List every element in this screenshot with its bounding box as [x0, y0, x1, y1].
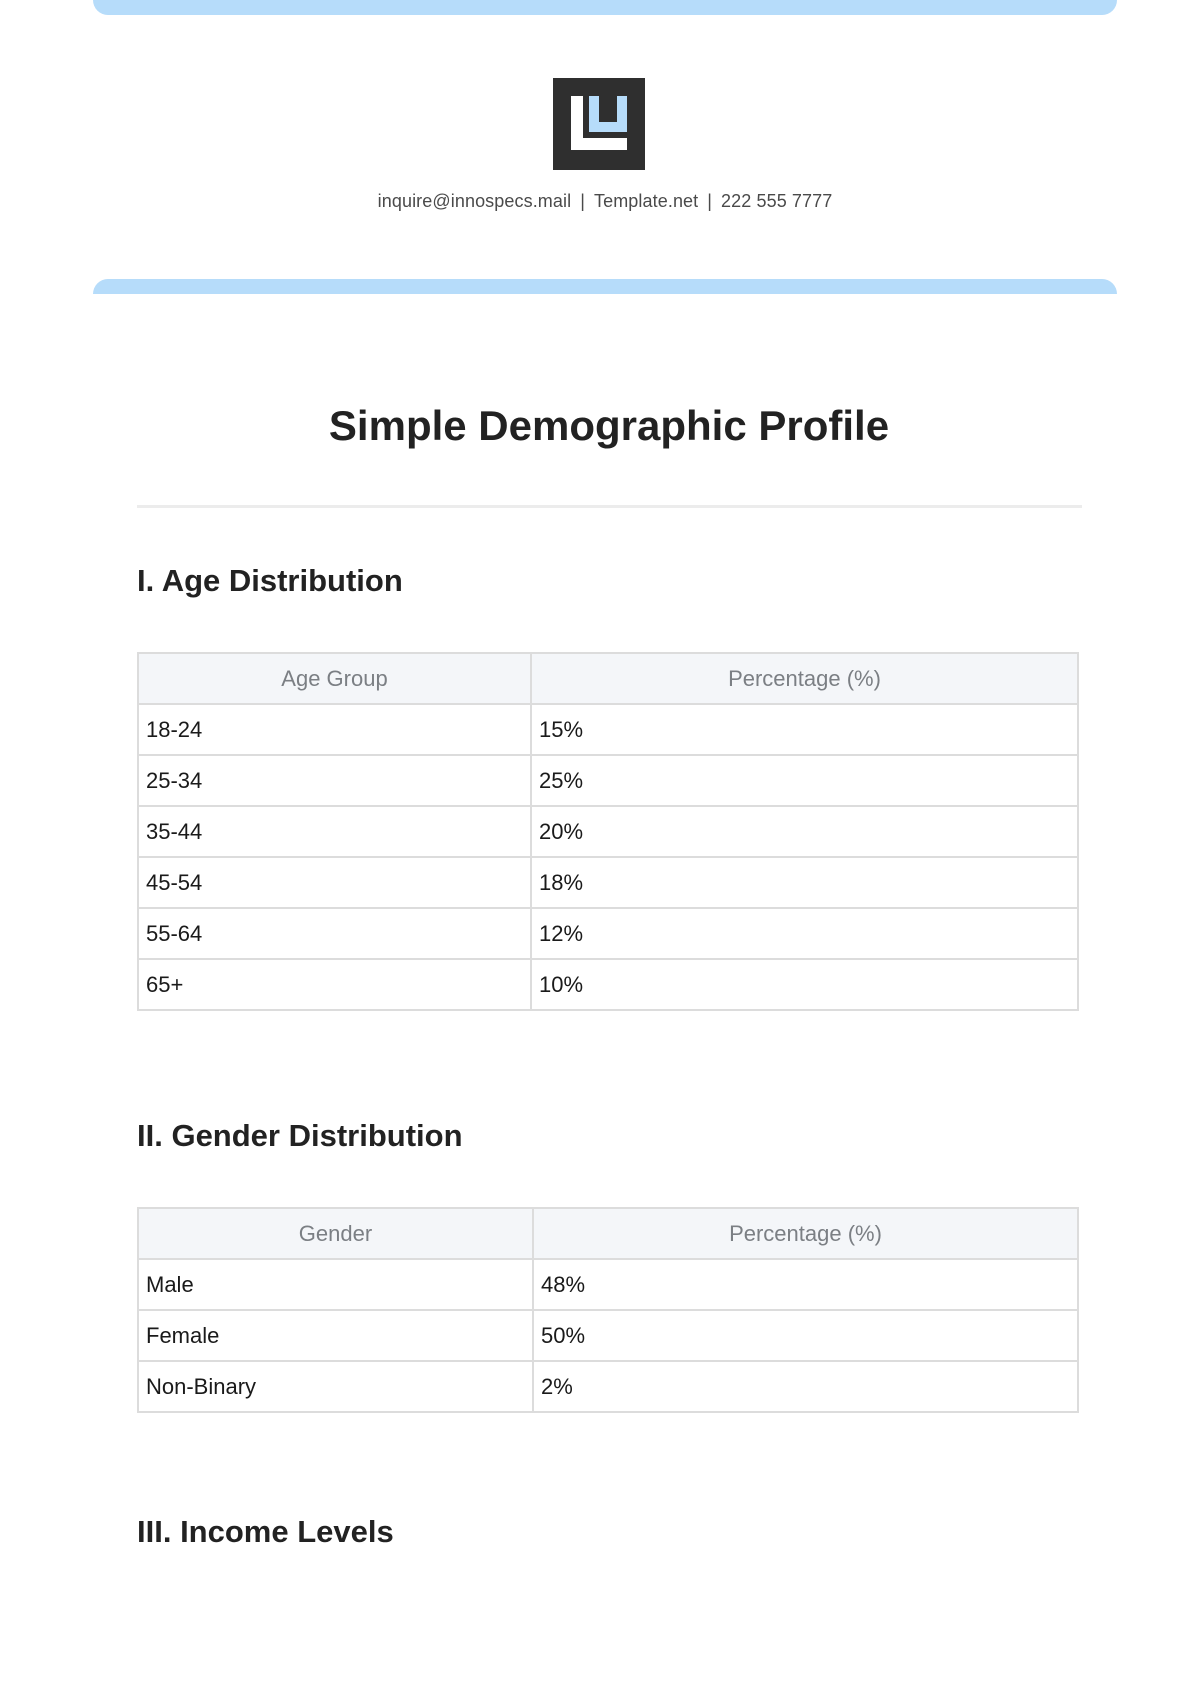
contact-email: inquire@innospecs.mail	[377, 191, 572, 211]
age-group-cell: 65+	[138, 959, 531, 1010]
title-divider	[137, 505, 1082, 508]
table-row	[138, 1361, 1078, 1412]
contact-info	[0, 191, 1200, 212]
percentage-cell: 50%	[533, 1310, 1078, 1361]
table-row	[138, 806, 1078, 857]
table-header-row	[138, 653, 1078, 704]
gender-cell: Female	[138, 1310, 533, 1361]
contact-website: Template.net	[594, 191, 699, 211]
contact-separator: |	[707, 191, 713, 211]
percentage-cell: 48%	[533, 1259, 1078, 1310]
column-header-percentage: Percentage (%)	[531, 653, 1078, 704]
column-header-percentage: Percentage (%)	[533, 1208, 1078, 1259]
company-logo-icon	[553, 78, 645, 170]
percentage-cell: 20%	[531, 806, 1078, 857]
percentage-cell: 2%	[533, 1361, 1078, 1412]
gender-cell: Non-Binary	[138, 1361, 533, 1412]
percentage-cell: 12%	[531, 908, 1078, 959]
section-heading-income: III. Income Levels	[137, 1514, 394, 1549]
contact-separator: |	[580, 191, 585, 211]
section-heading-gender: II. Gender Distribution	[137, 1118, 463, 1153]
table-row	[138, 1259, 1078, 1310]
header-accent-band	[93, 279, 1117, 294]
table-row	[138, 857, 1078, 908]
table-header-row	[138, 1208, 1078, 1259]
percentage-cell: 25%	[531, 755, 1078, 806]
age-group-cell: 25-34	[138, 755, 531, 806]
top-accent-band	[93, 0, 1117, 15]
age-group-cell: 55-64	[138, 908, 531, 959]
age-group-cell: 45-54	[138, 857, 531, 908]
percentage-cell: 10%	[531, 959, 1078, 1010]
table-row	[138, 908, 1078, 959]
document-title: Simple Demographic Profile	[328, 402, 890, 449]
table-row	[138, 704, 1078, 755]
table-row	[138, 1310, 1078, 1361]
age-distribution-table	[137, 652, 1079, 1011]
age-group-cell: 35-44	[138, 806, 531, 857]
table-row	[138, 755, 1078, 806]
table-row	[138, 959, 1078, 1010]
percentage-cell: 18%	[531, 857, 1078, 908]
section-heading-age: I. Age Distribution	[137, 563, 403, 598]
gender-cell: Male	[138, 1259, 533, 1310]
gender-distribution-table	[137, 1207, 1079, 1413]
percentage-cell: 15%	[531, 704, 1078, 755]
column-header-gender: Gender	[138, 1208, 533, 1259]
contact-phone: 222 555 7777	[721, 191, 833, 211]
column-header-age-group: Age Group	[138, 653, 531, 704]
age-group-cell: 18-24	[138, 704, 531, 755]
